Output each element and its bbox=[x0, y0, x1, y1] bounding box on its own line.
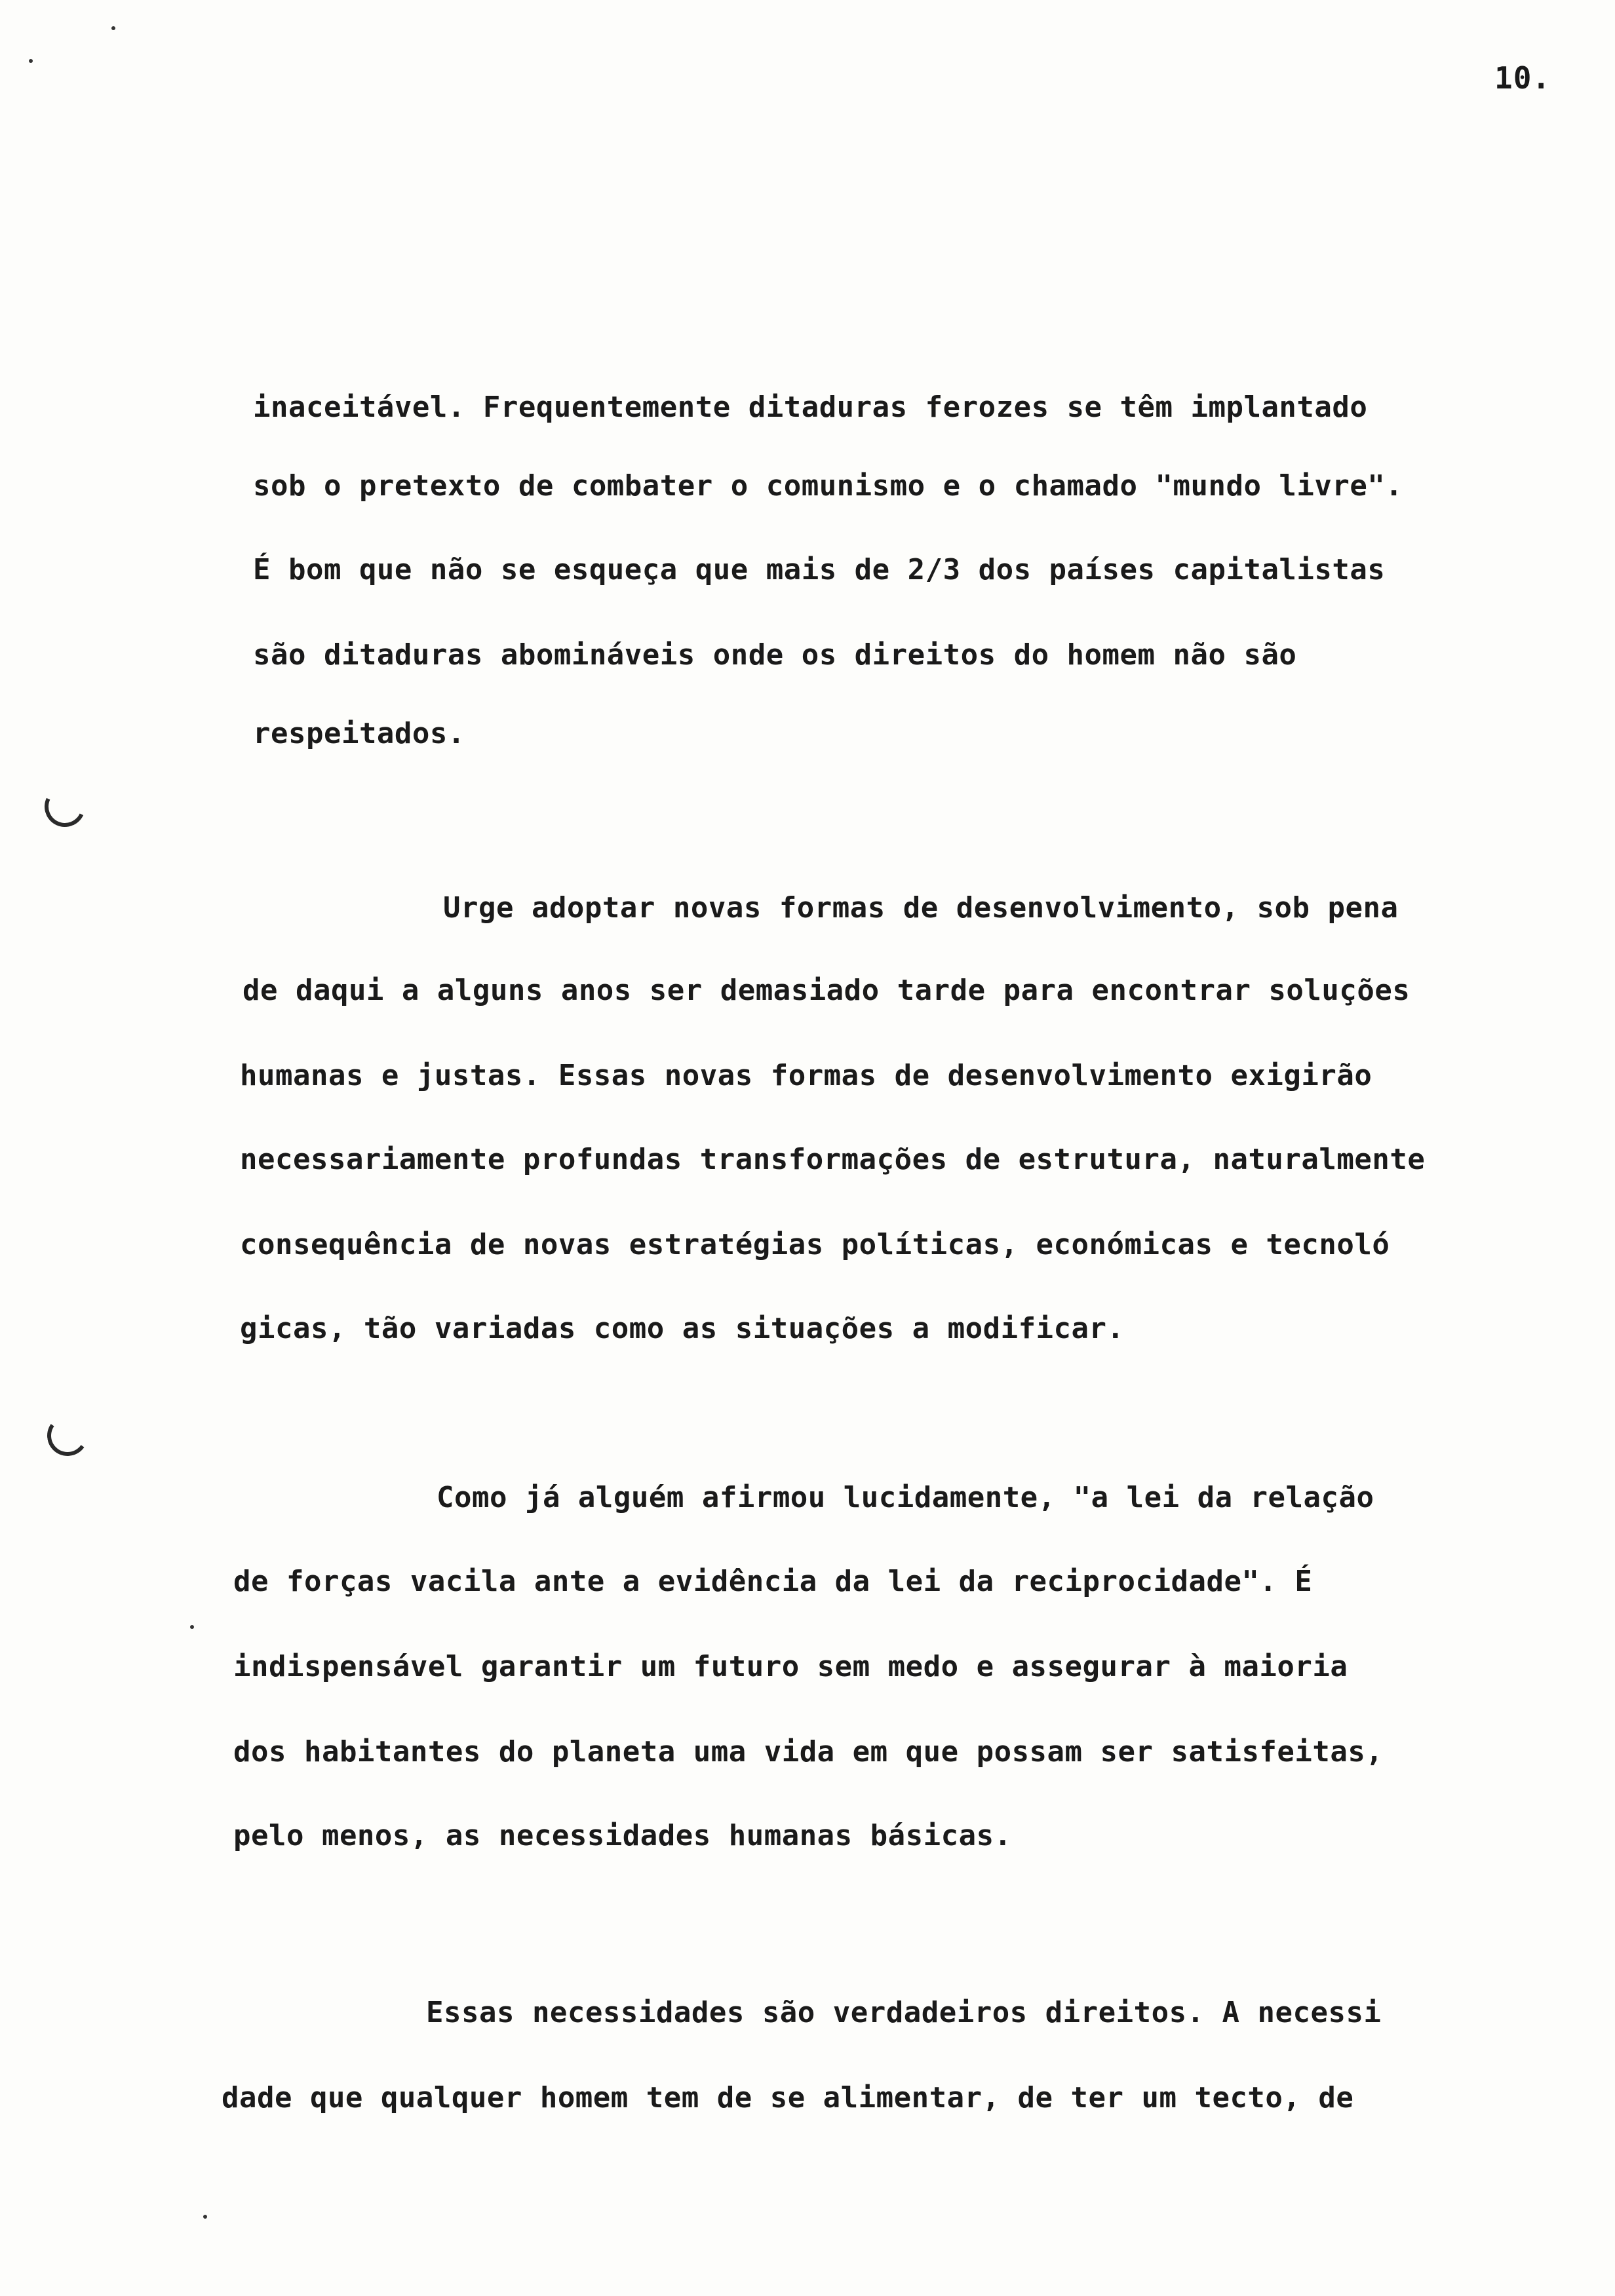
text-line: Como já alguém afirmou lucidamente, "a lei da relação bbox=[437, 1481, 1374, 1514]
text-line: de forças vacila ante a evidência da lei da reciprocidade". É bbox=[233, 1565, 1313, 1598]
paper-speck bbox=[111, 26, 115, 30]
text-line: de daqui a alguns anos ser demasiado tarde para encontrar soluções bbox=[243, 974, 1411, 1007]
text-line: dos habitantes do planeta uma vida em que possam ser satisfeitas, bbox=[233, 1735, 1384, 1769]
paper-speck bbox=[203, 2215, 207, 2219]
text-line: É bom que não se esqueça que mais de 2/3 dos países capitalistas bbox=[253, 553, 1386, 586]
text-line: gicas, tão variadas como as situações a modificar. bbox=[240, 1312, 1125, 1345]
text-line: inaceitável. Frequentemente ditaduras ferozes se têm implantado bbox=[253, 391, 1368, 424]
text-line: necessariamente profundas transformações de estrutura, naturalmente bbox=[240, 1143, 1426, 1176]
punch-hole-mark bbox=[39, 780, 90, 832]
text-line: Essas necessidades são verdadeiros direitos. A necessi bbox=[426, 1996, 1382, 2029]
page-number: 10. bbox=[1494, 60, 1551, 96]
paper-speck bbox=[190, 1625, 194, 1629]
text-line: Urge adoptar novas formas de desenvolvimento, sob pena bbox=[443, 891, 1399, 925]
text-line: respeitados. bbox=[253, 717, 465, 750]
paper-speck bbox=[29, 59, 33, 63]
text-line: pelo menos, as necessidades humanas básicas. bbox=[233, 1819, 1012, 1852]
text-line: são ditaduras abomináveis onde os direitos do homem não são bbox=[253, 638, 1297, 672]
text-line: humanas e justas. Essas novas formas de desenvolvimento exigirão bbox=[240, 1059, 1372, 1092]
text-line: dade que qualquer homem tem de se alimentar, de ter um tecto, de bbox=[222, 2081, 1354, 2114]
text-line: consequência de novas estratégias políticas, económicas e tecnoló bbox=[240, 1228, 1390, 1261]
text-line: indispensável garantir um futuro sem medo e assegurar à maioria bbox=[233, 1650, 1348, 1683]
text-line: sob o pretexto de combater o comunismo e o chamado "mundo livre". bbox=[253, 469, 1403, 503]
punch-hole-mark bbox=[44, 1412, 91, 1459]
